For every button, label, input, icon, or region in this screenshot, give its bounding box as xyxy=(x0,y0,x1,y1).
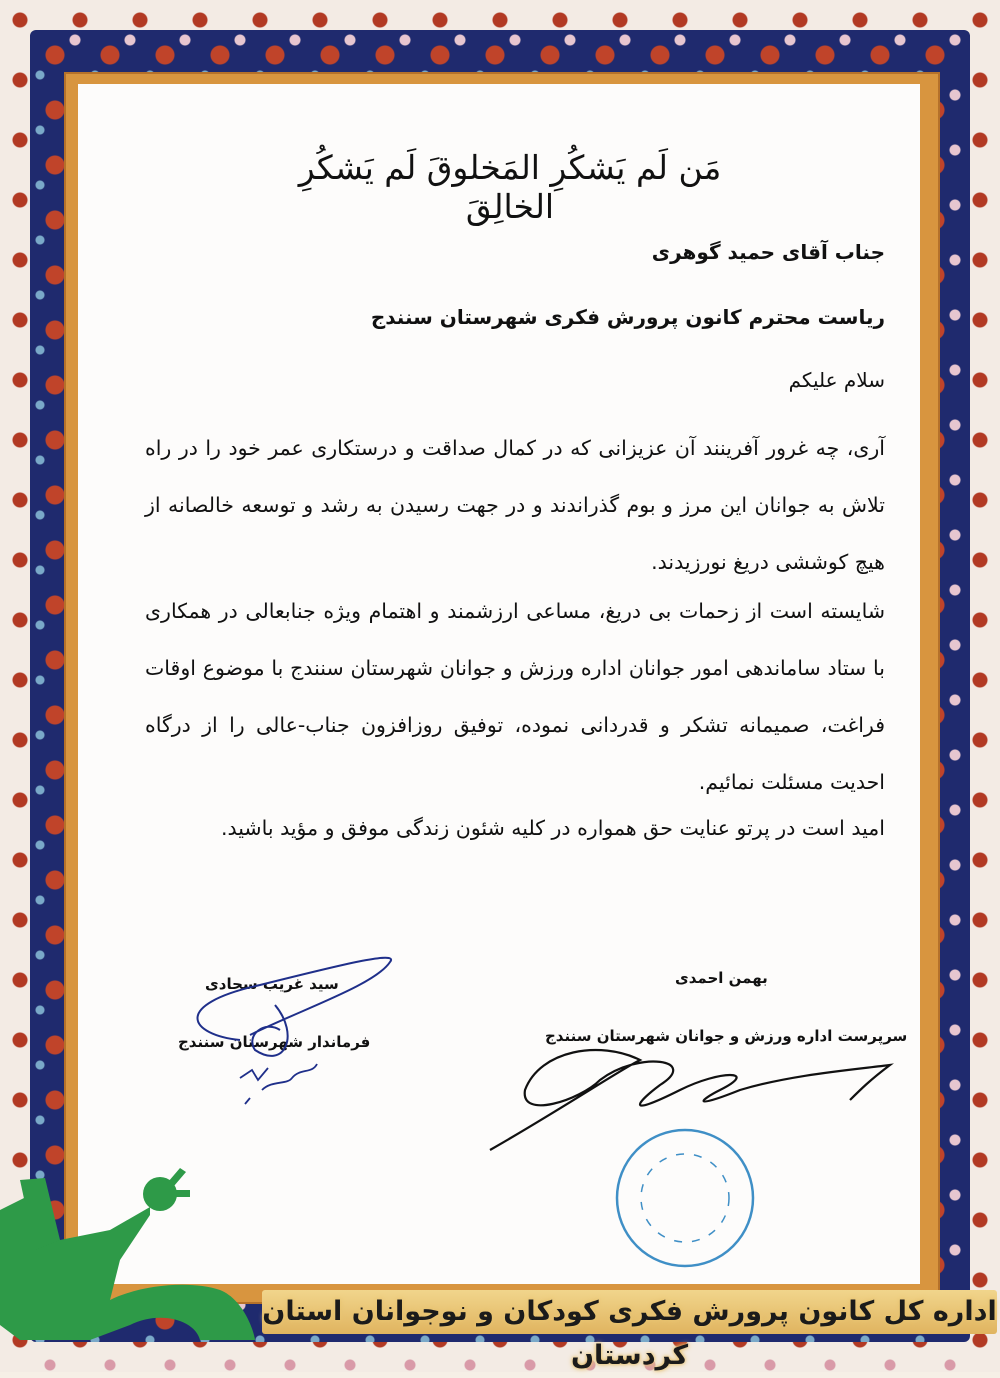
signatory-title: سرپرست اداره ورزش و جوانان شهرستان سنندج xyxy=(545,1027,908,1045)
body-paragraph: امید است در پرتو عنایت حق همواره در کلیه شئون زندگی موفق و مؤید باشید. xyxy=(220,816,885,840)
verse-heading: مَن لَم یَشکُرِ المَخلوقَ لَم یَشکُرِ الخالِقَ xyxy=(298,148,722,226)
organization-banner: اداره کل کانون پرورش فکری کودکان و نوجوانان استان کردستان xyxy=(262,1290,997,1334)
signatory-name: بهمن احمدی xyxy=(675,969,768,987)
recipient-name: جناب آقای حمید گوهری xyxy=(651,240,885,264)
signatory-name: سید غریب سجادی xyxy=(205,975,339,993)
signatory-title: فرماندار شهرستان سنندج xyxy=(178,1033,371,1051)
body-paragraph: آری، چه غرور آفرینند آن عزیزانی که در کمال صداقت و درستکاری عمر خود را در راه تلاش به جوانان این مرز و بوم گذراندند و در جهت رسیدن به رشد و توسعه خالصانه از هیچ کوششی دریغ نورزیدند. xyxy=(145,436,885,574)
body-paragraph: شایسته است از زحمات بی دریغ، مساعی ارزشمند و اهتمام ویژه جنابعالی در همکاری با ستاد ساماندهی امور جوانان اداره ورزش و جوانان شهرستان سنندج با موضوع اوقات فراغت، صمیمانه تشکر و قدردانی نموده، توفیق روزافزون جناب-عالی را از درگاه احدیت مسئلت نمائیم. xyxy=(145,599,885,794)
recipient-title: ریاست محترم کانون پرورش فکری شهرستان سنندج xyxy=(370,305,885,329)
official-stamp xyxy=(617,1130,753,1266)
handwritten-note xyxy=(240,1064,317,1104)
signature-right xyxy=(490,1050,890,1150)
greeting: سلام علیکم xyxy=(788,368,885,392)
kanoon-logo xyxy=(0,1168,255,1340)
signature-left xyxy=(198,958,392,1056)
